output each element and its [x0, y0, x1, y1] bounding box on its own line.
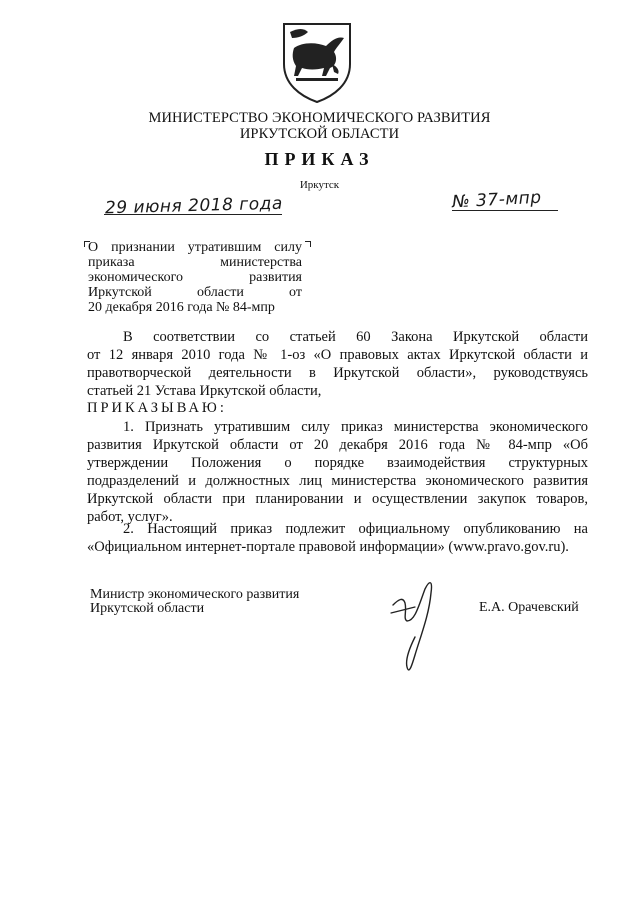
subject-line: О признании утратившим силу — [88, 240, 302, 255]
preamble-line: статьей 21 Устава Иркутской области, — [87, 383, 322, 399]
item-1-line: Иркутской области при планировании и осуществлении закупок товаров, — [87, 491, 588, 507]
item-2-line: 2. Настоящий приказ подлежит официальному опубликованию на — [123, 521, 588, 537]
subject-corner-right — [305, 241, 311, 247]
handwritten-date: 29 июня 2018 года — [104, 193, 284, 219]
order-item-1 — [87, 418, 588, 526]
subject-line: Иркутской области от — [88, 285, 302, 300]
subject-line: экономического развития — [88, 270, 302, 285]
ministry-name-line-2: ИРКУТСКОЙ ОБЛАСТИ — [239, 126, 400, 142]
item-1-line: утверждении Положения о порядке взаимодействия структурных — [87, 455, 588, 471]
preamble-line: В соответствии со статьей 60 Закона Иркутской области — [123, 329, 588, 345]
ministry-name-line-1: МИНИСТЕРСТВО ЭКОНОМИЧЕСКОГО РАЗВИТИЯ — [148, 110, 491, 126]
city-name: Иркутск — [299, 179, 340, 191]
item-1-line: подразделений и должностных лиц министерства экономического развития — [87, 473, 588, 489]
date-underline — [104, 214, 282, 215]
item-1-line: работ, услуг». — [87, 509, 173, 525]
order-directive-word: ПРИКАЗЫВАЮ: — [87, 400, 227, 416]
number-underline — [452, 210, 558, 211]
subject-line: приказа министерства — [88, 255, 302, 270]
preamble-line: от 12 января 2010 года № 1-оз «О правовых актах Иркутской области и — [87, 347, 588, 363]
signatory-position-line: Иркутской области — [90, 601, 205, 616]
item-2-line: «Официальном интернет-портале правовой информации» (www.pravo.gov.ru). — [87, 539, 569, 555]
document-type-title: ПРИКАЗ — [264, 149, 375, 169]
item-1-line: развития Иркутской области от 20 декабря 2016 года № 84-мпр «Об — [87, 437, 588, 453]
signatory-position-line: Министр экономического развития — [90, 587, 300, 602]
order-subject — [88, 240, 302, 315]
handwritten-order-number: № 37-мпр — [451, 187, 543, 213]
preamble-line: правотворческой деятельности в Иркутской области», руководствуясь — [87, 365, 588, 381]
order-item-2 — [87, 520, 588, 556]
signatory-position — [90, 588, 299, 616]
preamble-paragraph — [87, 328, 588, 400]
coat-of-arms-emblem — [276, 18, 358, 104]
signatory-name: Е.А. Орачевский — [479, 600, 579, 615]
subject-line: 20 декабря 2016 года № 84-мпр — [88, 300, 275, 315]
handwritten-signature — [385, 575, 445, 680]
item-1-line: 1. Признать утратившим силу приказ министерства экономического — [123, 419, 588, 435]
